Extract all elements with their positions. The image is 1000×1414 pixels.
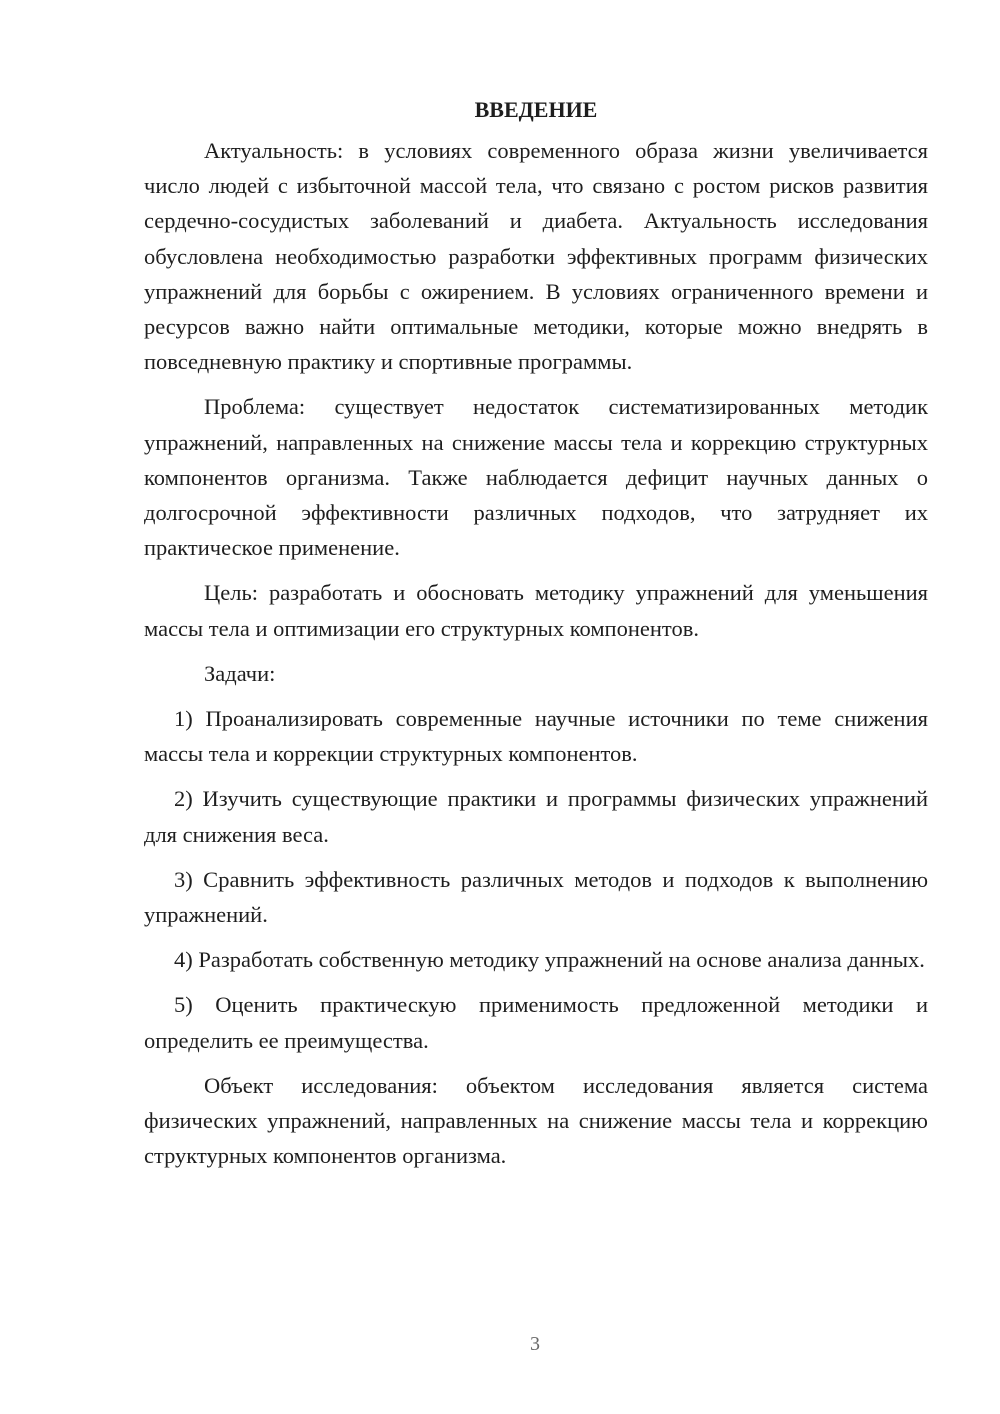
task-item: 5) Оценить практическую применимость предложенной методики и определить ее преимущества. bbox=[144, 992, 928, 1053]
problem-paragraph: Проблема: существует недостаток систематизированных методик упражнений, направленных на снижение массы тела и коррекцию структурных компонентов организма. Также наблюдается дефицит научных данных о долгосрочной эффективности различных подходов, что затрудняет их практическое применение. bbox=[144, 394, 928, 561]
object-paragraph: Объект исследования: объектом исследования является система физических упражнений, направленных на снижение массы тела и коррекцию структурных компонентов организма. bbox=[144, 1072, 928, 1169]
page-title: ВВЕДЕНИЕ bbox=[474, 97, 598, 122]
relevance-paragraph: Актуальность: в условиях современного образа жизни увеличивается число людей с избыточной массой тела, что связано с ростом рисков развития сердечно-сосудистых заболеваний и диабета. Актуальность исследования обусловлена необходимостью разработки эффективных программ физических упражнений для борьбы с ожирением. В условиях ограниченного времени и ресурсов важно найти оптимальные методики, которые можно внедрять в повседневную практику и спортивные программы. bbox=[144, 138, 928, 375]
page-content bbox=[144, 92, 928, 1183]
task-item: 3) Сравнить эффективность различных методов и подходов к выполнению упражнений. bbox=[144, 866, 928, 928]
task-item: 2) Изучить существующие практики и программы физических упражнений для снижения веса. bbox=[144, 786, 928, 847]
task-item: 1) Проанализировать современные научные источники по теме снижения массы тела и коррекции структурных компонентов. bbox=[144, 706, 928, 767]
task-item: 4) Разработать собственную методику упражнений на основе анализа данных. bbox=[174, 947, 925, 973]
page-number: 3 bbox=[530, 1333, 540, 1355]
tasks-label: Задачи: bbox=[204, 660, 276, 686]
goal-paragraph: Цель: разработать и обосновать методику упражнений для уменьшения массы тела и оптимизации его структурных компонентов. bbox=[144, 580, 928, 641]
